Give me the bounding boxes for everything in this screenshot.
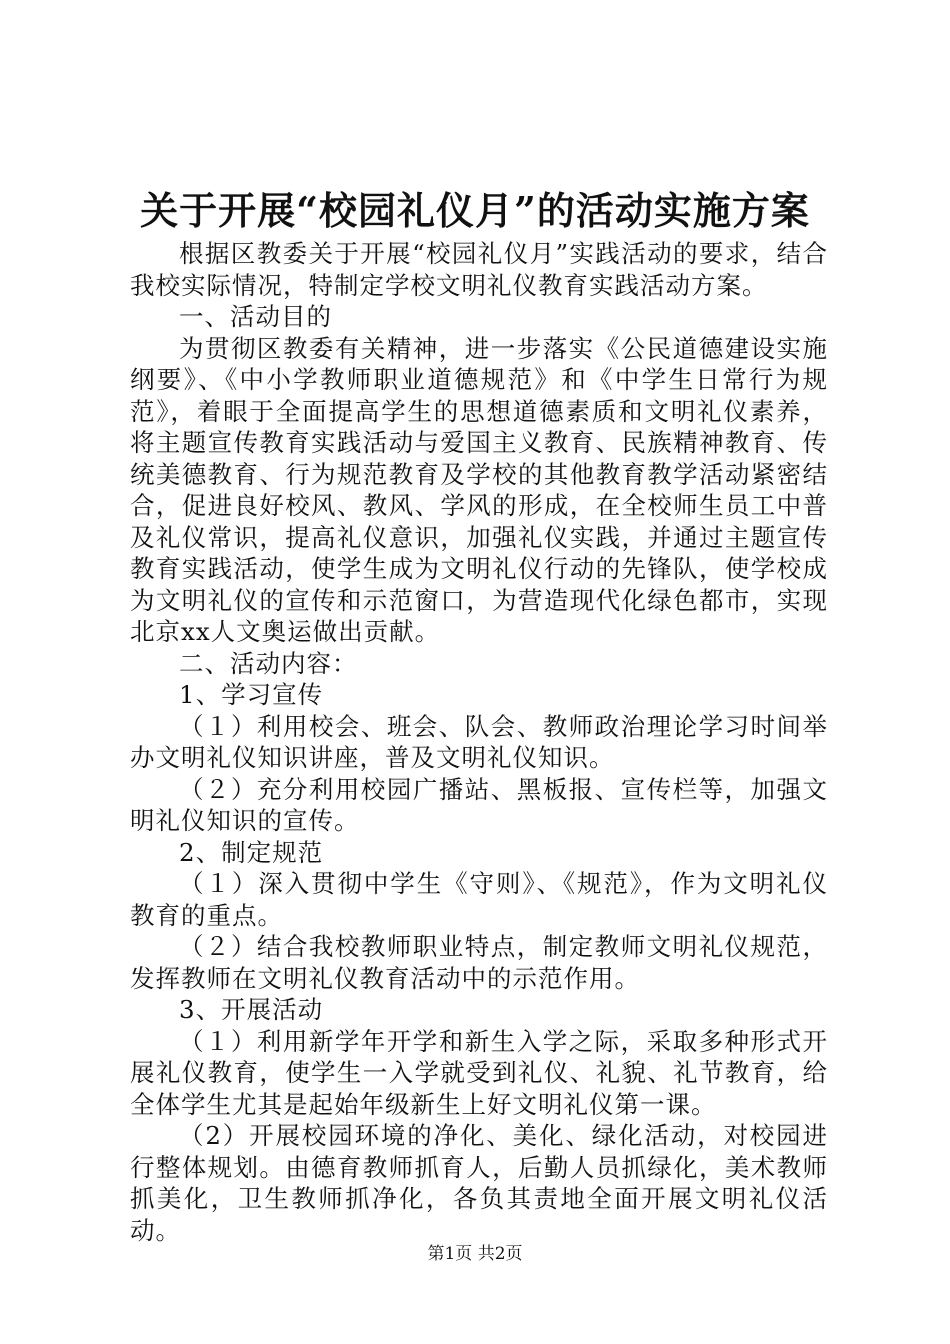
list-item-activities-2: （2）开展校园环境的净化、美化、绿化活动，对校园进行整体规划。由德育教师抓育人，后勤人员抓绿化，美术教师抓美化，卫生教师抓净化，各负其责地全面开展文明礼仪活动。	[130, 1121, 828, 1245]
section-heading-content: 二、活动内容：	[179, 648, 358, 678]
subheading-activities: 3、开展活动	[179, 995, 324, 1024]
paragraph-purpose: 为贯彻区教委有关精神，进一步落实《公民道德建设实施纲要》、《中小学教师职业道德规范》和《中学生日常行为规范》，着眼于全面提高学生的思想道德素质和文明礼仪素养，将主题宣传教育实践活动与爱国主义教育、民族精神教育、传统美德教育、行为规范教育及学校的其他教育教学活动紧密结合，促进良好校风、教风、学风的形成，在全校师生员工中普及礼仪常识，提高礼仪意识，加强礼仪实践，并通过主题宣传教育实践活动，使学生成为文明礼仪行动的先锋队，使学校成为文明礼仪的宣传和示范窗口，为营造现代化绿色都市，实现北京xx人文奥运做出贡献。	[130, 333, 828, 646]
section-heading-purpose: 一、活动目的	[179, 302, 332, 331]
list-item-study-1: （１）利用校会、班会、队会、教师政治理论学习时间举办文明礼仪知识讲座，普及文明礼仪知识。	[130, 711, 828, 772]
paragraph-intro: 根据区教委关于开展“校园礼仪月”实践活动的要求，结合我校实际情况，特制定学校文明礼仪教育实践活动方案。	[130, 239, 828, 300]
document-title: 关于开展“校园礼仪月”的活动实施方案	[140, 188, 810, 233]
list-item-study-2: （２）充分利用校园广播站、黑板报、宣传栏等，加强文明礼仪知识的宣传。	[130, 774, 828, 835]
subheading-study-promotion: 1、学习宣传	[179, 680, 324, 709]
list-item-norms-2: （２）结合我校教师职业特点，制定教师文明礼仪规范，发挥教师在文明礼仪教育活动中的示范作用。	[130, 932, 828, 993]
list-item-norms-1: （１）深入贯彻中学生《守则》、《规范》，作为文明礼仪教育的重点。	[130, 869, 828, 930]
subheading-norms: 2、制定规范	[179, 837, 324, 867]
list-item-activities-1: （１）利用新学年开学和新生入学之际，采取多种形式开展礼仪教育，使学生一入学就受到礼仪、礼貌、礼节教育，给全体学生尤其是起始年级新生上好文明礼仪第一课。	[130, 1026, 828, 1119]
document-body	[130, 238, 828, 1246]
page-footer: 第1页 共2页	[427, 1244, 523, 1264]
